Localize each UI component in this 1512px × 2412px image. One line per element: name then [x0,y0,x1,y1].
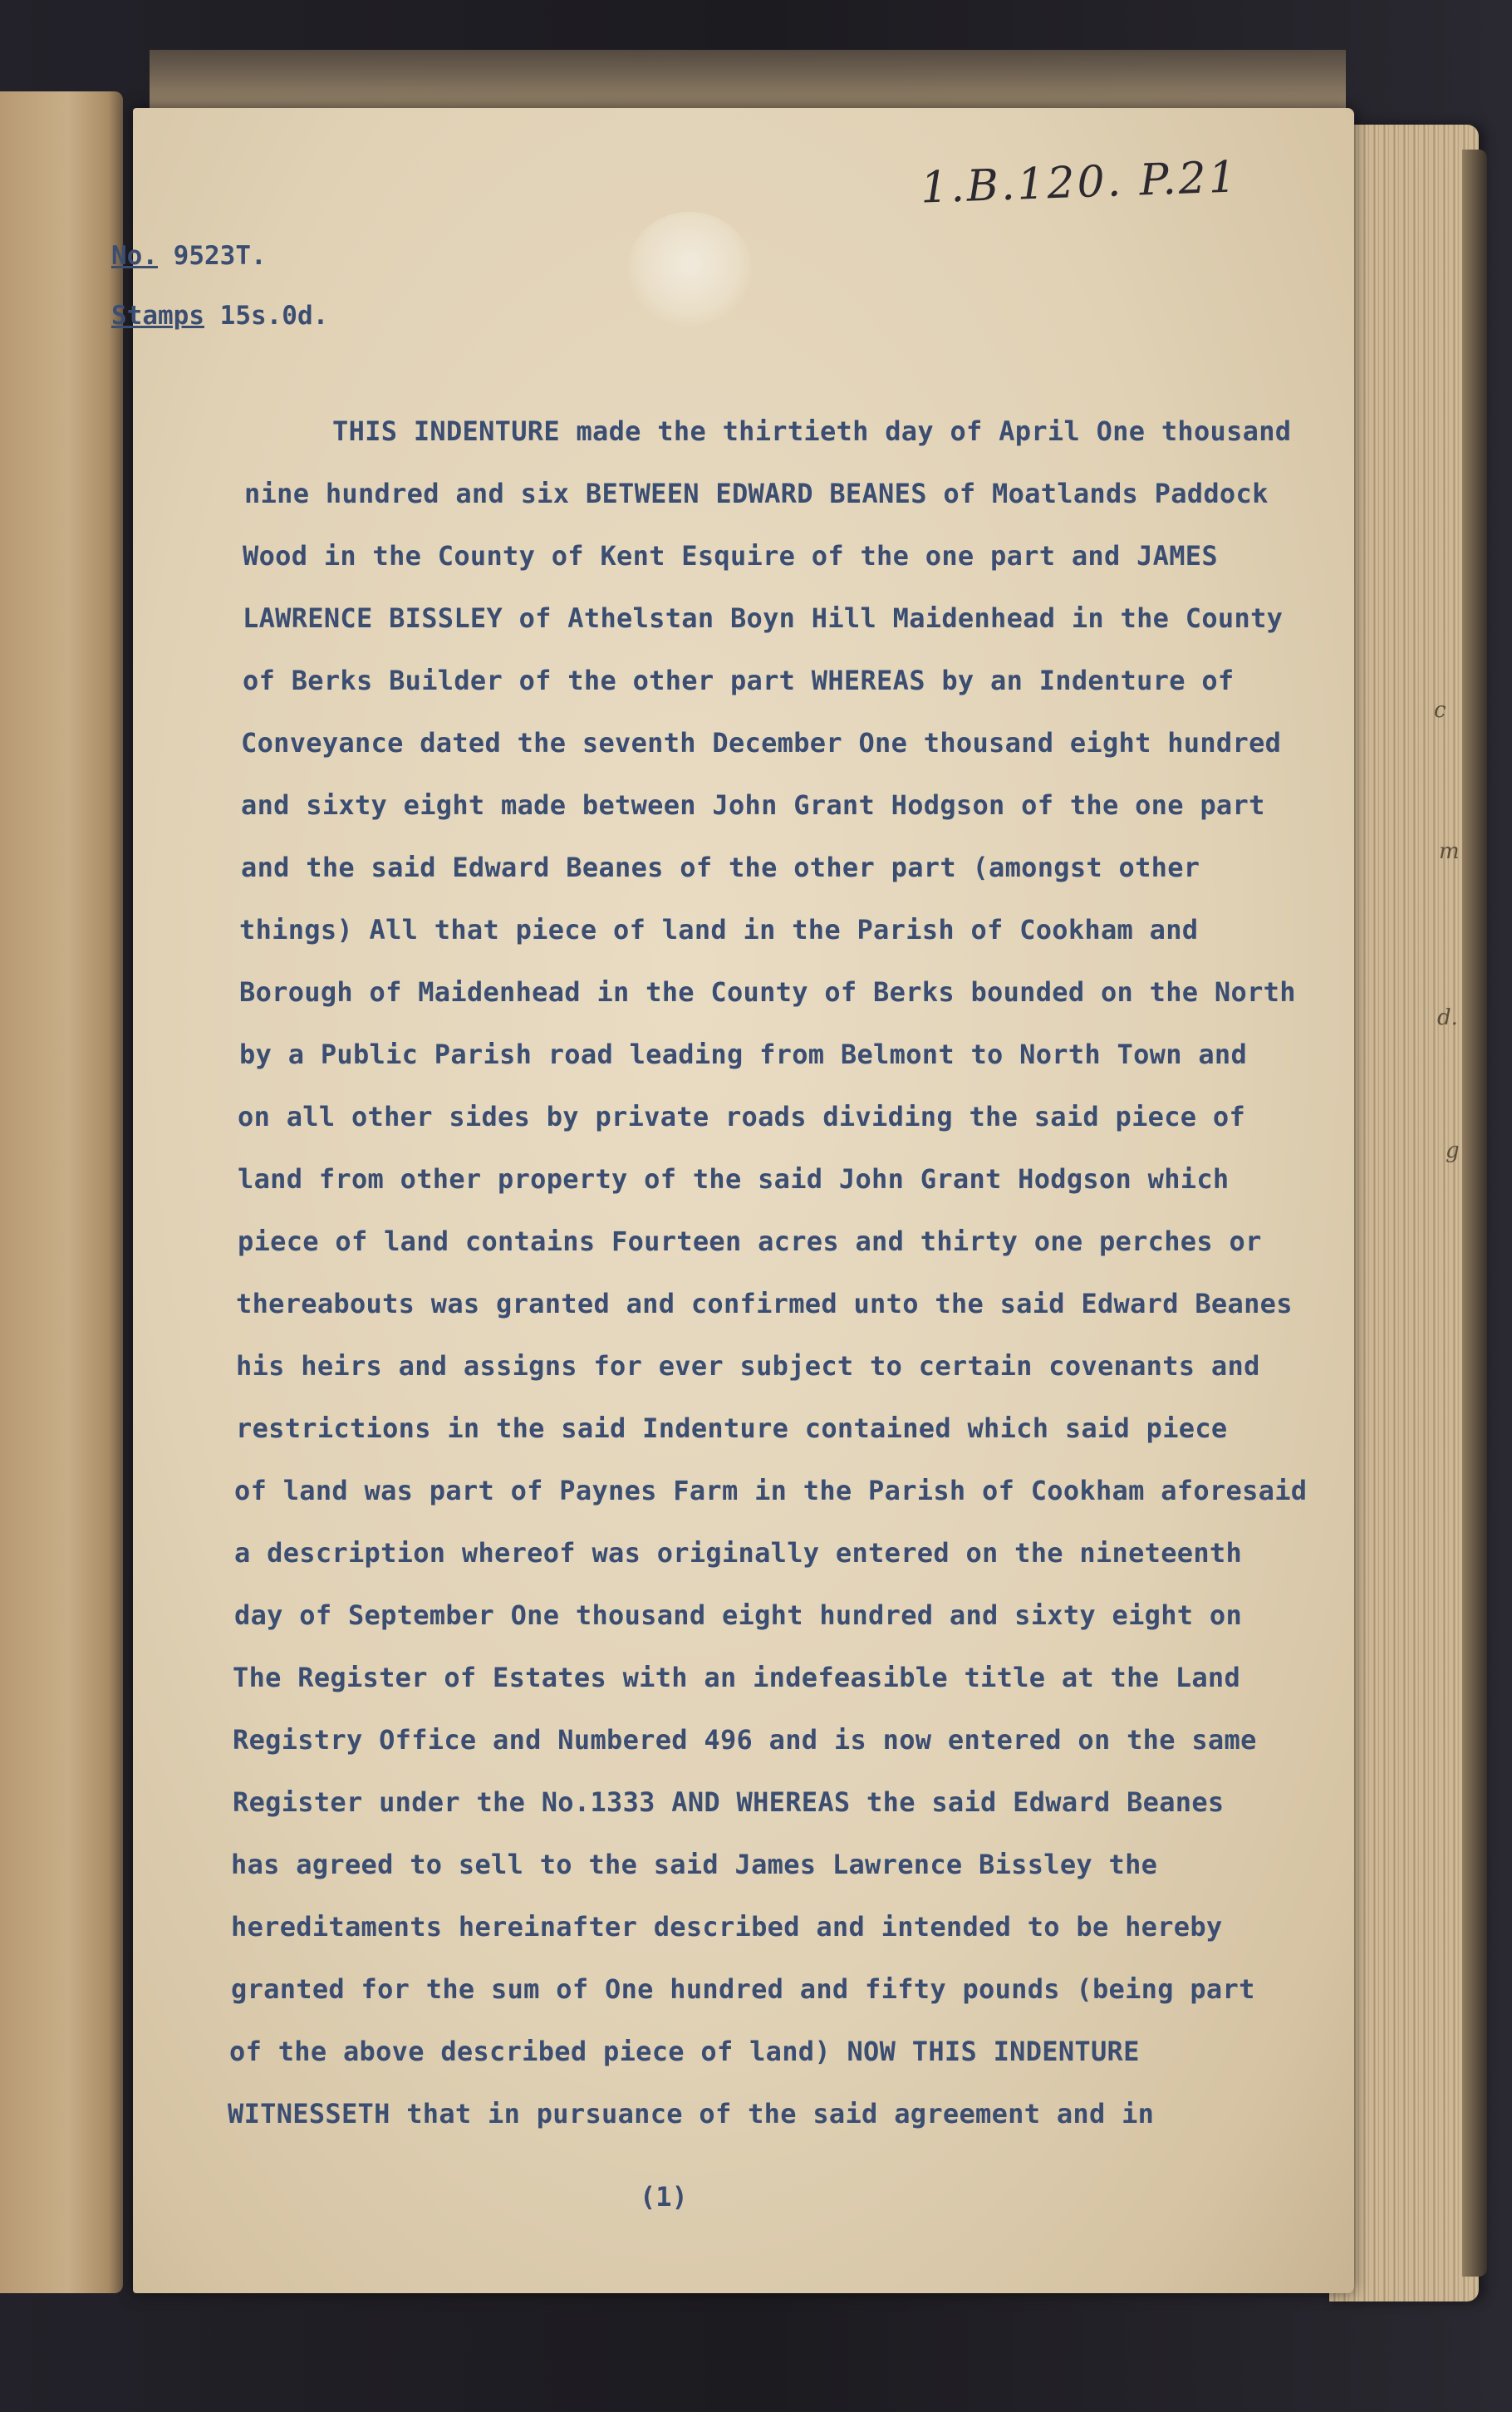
text-line: a description whereof was originally entered on the nineteenth [234,1537,1243,1569]
text-line: by a Public Parish road leading from Belmont to North Town and [239,1039,1248,1070]
text-line: Borough of Maidenhead in the County of Berks bounded on the North [239,976,1296,1008]
text-line: Wood in the County of Kent Esquire of the one part and JAMES [243,540,1218,572]
page-number: (1) [640,2181,688,2213]
document-number-label: No. [111,241,158,271]
margin-mark: c [1434,698,1446,723]
text-line: day of September One thousand eight hundred and sixty eight on [234,1599,1243,1631]
margin-mark: d. [1437,1005,1458,1030]
document-number [111,241,267,271]
text-line: and the said Edward Beanes of the other part (amongst other [241,852,1200,883]
text-line: of the above described piece of land) NOW THIS INDENTURE [229,2036,1140,2067]
text-line: of land was part of Paynes Farm in the Parish of Cookham aforesaid [234,1475,1308,1506]
text-line: THIS INDENTURE made the thirtieth day of April One thousand [332,415,1292,447]
text-line: piece of land contains Fourteen acres and thirty one perches or [238,1226,1262,1257]
text-line: and sixty eight made between John Grant Hodgson of the one part [241,789,1265,821]
page-top-shadow [150,50,1346,116]
margin-mark: m [1439,839,1460,864]
margin-mark: g [1446,1138,1460,1163]
text-line: nine hundred and six BETWEEN EDWARD BEANES of Moatlands Paddock [244,478,1269,509]
text-line: hereditaments hereinafter described and intended to be hereby [231,1911,1223,1943]
text-line: The Register of Estates with an indefeasible title at the Land [233,1662,1241,1693]
text-line: his heirs and assigns for ever subject to certain covenants and [236,1350,1260,1382]
text-line: Registry Office and Numbered 496 and is now entered on the same [233,1724,1257,1756]
text-line: on all other sides by private roads dividing the said piece of [238,1101,1246,1132]
document-number-value: 9523T. [173,241,267,271]
text-line: granted for the sum of One hundred and fifty pounds (being part [231,1973,1255,2005]
archive-reference: 1.B.120. P.21 [920,152,1240,214]
stamp-duty [111,301,328,331]
text-line: LAWRENCE BISSLEY of Athelstan Boyn Hill Maidenhead in the County [243,602,1284,634]
text-line: of Berks Builder of the other part WHEREAS by an Indenture of [243,665,1235,696]
embossed-seal-icon [627,212,752,328]
text-line: Register under the No.1333 AND WHEREAS the said Edward Beanes [233,1786,1225,1818]
stamp-duty-value: 15s.0d. [219,301,329,331]
text-line: has agreed to sell to the said James Lawrence Bissley the [231,1849,1158,1880]
text-line: restrictions in the said Indenture contained which said piece [236,1412,1228,1444]
stamp-duty-label: Stamps [111,301,204,331]
binding-edge [1462,150,1487,2277]
facing-page-left [0,91,123,2293]
text-line: WITNESSETH that in pursuance of the said agreement and in [228,2098,1155,2130]
text-line: thereabouts was granted and confirmed unto the said Edward Beanes [236,1288,1293,1319]
text-line: land from other property of the said John Grant Hodgson which [238,1163,1230,1195]
text-line: things) All that piece of land in the Parish of Cookham and [239,914,1199,946]
text-line: Conveyance dated the seventh December One thousand eight hundred [241,727,1282,759]
